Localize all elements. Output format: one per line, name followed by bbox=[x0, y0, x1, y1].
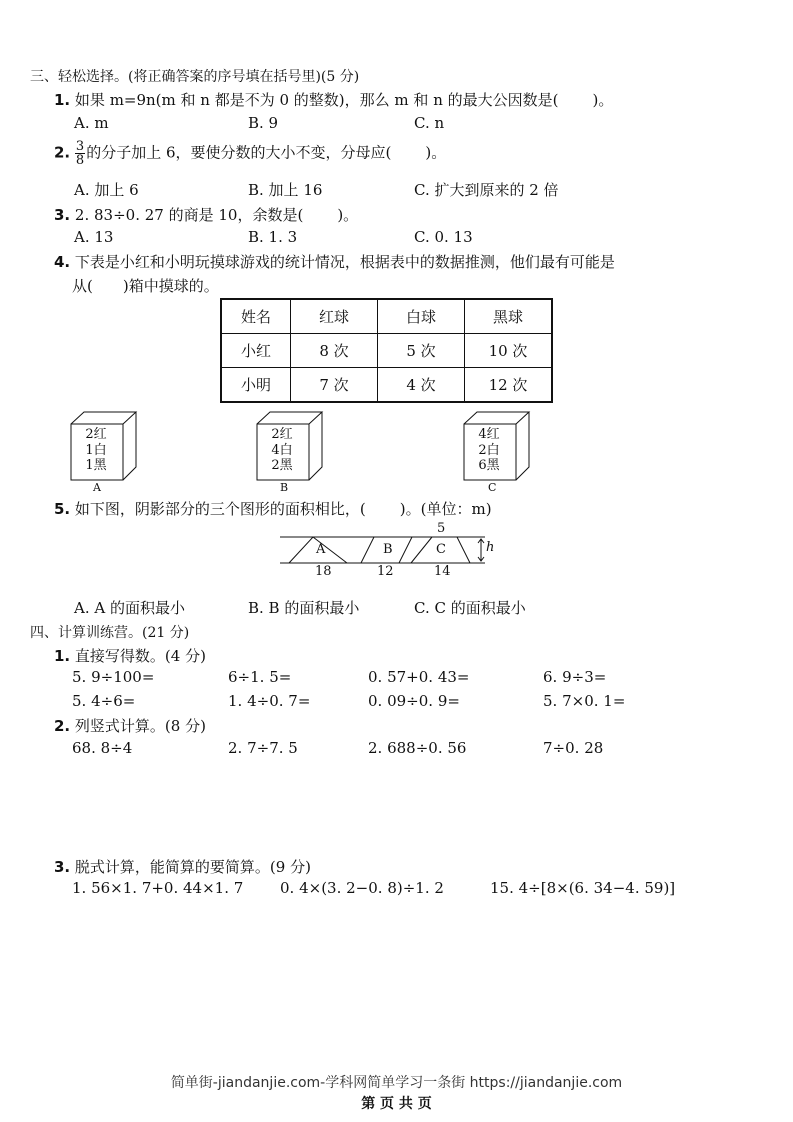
vertical-calc-item: 2. 688÷0. 56 bbox=[368, 739, 467, 757]
q1-option-c: C. n bbox=[414, 114, 445, 132]
question-number: 2. bbox=[54, 717, 71, 735]
table-cell: 小红 bbox=[221, 334, 291, 368]
box-c-letter: C bbox=[488, 481, 497, 494]
ball-boxes-drawing bbox=[0, 0, 793, 500]
problem-title: 列竖式计算。(8 分) bbox=[74, 717, 206, 735]
stepwise-calc-item: 0. 4×(3. 2−0. 8)÷1. 2 bbox=[280, 879, 444, 897]
question-text: 的分子加上 6，要使分数的大小不变，分母应( bbox=[86, 143, 392, 162]
box-line: 2红 bbox=[85, 427, 107, 442]
box-line: 2黑 bbox=[271, 458, 293, 473]
question-number: 3. bbox=[54, 206, 71, 224]
question-text: 如果 m=9n(m 和 n 都是不为 0 的整数)，那么 m 和 n 的最大公因数是( bbox=[74, 91, 559, 109]
table-cell: 8 次 bbox=[291, 334, 378, 368]
stepwise-calc-item: 15. 4÷[8×(6. 34−4. 59)] bbox=[490, 879, 676, 897]
question-text: 如下图，阴影部分的三个图形的面积相比，( bbox=[74, 500, 366, 518]
vertical-calc-item: 2. 7÷7. 5 bbox=[228, 739, 298, 757]
question-text: 下表是小红和小明玩摸球游戏的统计情况，根据表中的数据推测，他们最有可能是 bbox=[74, 253, 615, 271]
q5-option-c: C. C 的面积最小 bbox=[414, 599, 526, 617]
question-number: 5. bbox=[54, 500, 71, 518]
mental-calc-item: 0. 57+0. 43= bbox=[368, 668, 470, 686]
figure-top-c: 5 bbox=[437, 521, 446, 536]
q3-option-c: C. 0. 13 bbox=[414, 228, 473, 246]
mental-calc-item: 6÷1. 5= bbox=[228, 668, 292, 686]
question-number: 1. bbox=[54, 91, 71, 109]
figure-label-a: A bbox=[316, 542, 326, 557]
q5-option-b: B. B 的面积最小 bbox=[248, 599, 360, 617]
figure-bottom-c: 14 bbox=[434, 564, 451, 579]
figure-label-c: C bbox=[436, 542, 446, 557]
section4-heading: 四、计算训练营。(21 分) bbox=[30, 625, 190, 641]
mental-calc-item: 1. 4÷0. 7= bbox=[228, 692, 311, 710]
footer-watermark: 简单街-jiandanjie.com-学科网简单学习一条街 https://jiandanjie.com bbox=[170, 1075, 623, 1091]
table-cell: 10 次 bbox=[465, 334, 553, 368]
table-header-cell: 黑球 bbox=[465, 299, 553, 334]
box-line: 4红 bbox=[478, 427, 500, 442]
mental-calc-item: 5. 9÷100= bbox=[72, 668, 155, 686]
question-number: 4. bbox=[54, 253, 71, 271]
table-cell: 7 次 bbox=[291, 368, 378, 403]
table-header-cell: 白球 bbox=[378, 299, 465, 334]
q5-option-a: A. A 的面积最小 bbox=[74, 599, 185, 617]
question-text-end: )。 bbox=[425, 143, 447, 162]
problem-title: 直接写得数。(4 分) bbox=[74, 647, 206, 665]
box-line: 1白 bbox=[85, 442, 107, 458]
box-a-contents bbox=[76, 427, 116, 474]
q2-option-c: C. 扩大到原来的 2 倍 bbox=[414, 181, 559, 199]
box-line: 2白 bbox=[478, 442, 500, 458]
mental-calc-item: 5. 7×0. 1= bbox=[543, 692, 626, 710]
figure-bottom-b: 12 bbox=[377, 564, 394, 579]
box-b-contents bbox=[262, 427, 302, 474]
fraction-numerator: 3 bbox=[75, 139, 85, 154]
question-text-end: )。 bbox=[337, 206, 359, 224]
box-line: 2红 bbox=[271, 427, 293, 442]
fraction-denominator: 8 bbox=[75, 153, 85, 168]
problem-title: 脱式计算，能简算的要简算。(9 分) bbox=[74, 858, 311, 876]
table-header-cell: 红球 bbox=[291, 299, 378, 334]
table-header-cell: 姓名 bbox=[221, 299, 291, 334]
mental-calc-item: 5. 4÷6= bbox=[72, 692, 136, 710]
question-text-end: )。(单位：m) bbox=[399, 500, 492, 518]
stepwise-calc-item: 1. 56×1. 7+0. 44×1. 7 bbox=[72, 879, 244, 897]
question-text-end: )。 bbox=[592, 91, 614, 109]
box-line: 1黑 bbox=[85, 458, 107, 473]
problem-3 bbox=[54, 856, 311, 877]
q3-option-a: A. 13 bbox=[74, 228, 114, 246]
question-number: 2. bbox=[54, 143, 71, 162]
page-number: 第 页 共 页 bbox=[361, 1096, 432, 1112]
box-a-letter: A bbox=[93, 481, 101, 494]
question-number: 3. bbox=[54, 858, 71, 876]
figure-bottom-a: 18 bbox=[315, 564, 332, 579]
question-text: 从( bbox=[72, 277, 93, 295]
question-number: 1. bbox=[54, 647, 71, 665]
box-line: 4白 bbox=[271, 442, 293, 458]
section3-heading: 三、轻松选择。(将正确答案的序号填在括号里)(5 分) bbox=[30, 69, 360, 85]
table-cell: 12 次 bbox=[465, 368, 553, 403]
q2-option-b: B. 加上 16 bbox=[248, 181, 323, 199]
table-cell: 5 次 bbox=[378, 334, 465, 368]
box-c-contents bbox=[469, 427, 509, 474]
table-cell: 4 次 bbox=[378, 368, 465, 403]
box-b-letter: B bbox=[280, 481, 289, 494]
mental-calc-item: 0. 09÷0. 9= bbox=[368, 692, 460, 710]
question-5 bbox=[54, 498, 492, 519]
q1-option-a: A. m bbox=[74, 114, 109, 132]
question-text: 2. 83÷0. 27 的商是 10，余数是( bbox=[74, 206, 304, 224]
box-line: 6黑 bbox=[478, 458, 500, 473]
question-text-end: )箱中摸球的。 bbox=[122, 277, 219, 295]
vertical-calc-item: 7÷0. 28 bbox=[543, 739, 604, 757]
q1-option-b: B. 9 bbox=[248, 114, 279, 132]
table-cell: 小明 bbox=[221, 368, 291, 403]
q3-option-b: B. 1. 3 bbox=[248, 228, 298, 246]
problem-2 bbox=[54, 715, 206, 736]
problem-1 bbox=[54, 645, 206, 666]
vertical-calc-item: 68. 8÷4 bbox=[72, 739, 133, 757]
mental-calc-item: 6. 9÷3= bbox=[543, 668, 607, 686]
q2-option-a: A. 加上 6 bbox=[74, 181, 139, 199]
figure-height: h bbox=[486, 540, 495, 555]
figure-label-b: B bbox=[383, 542, 393, 557]
